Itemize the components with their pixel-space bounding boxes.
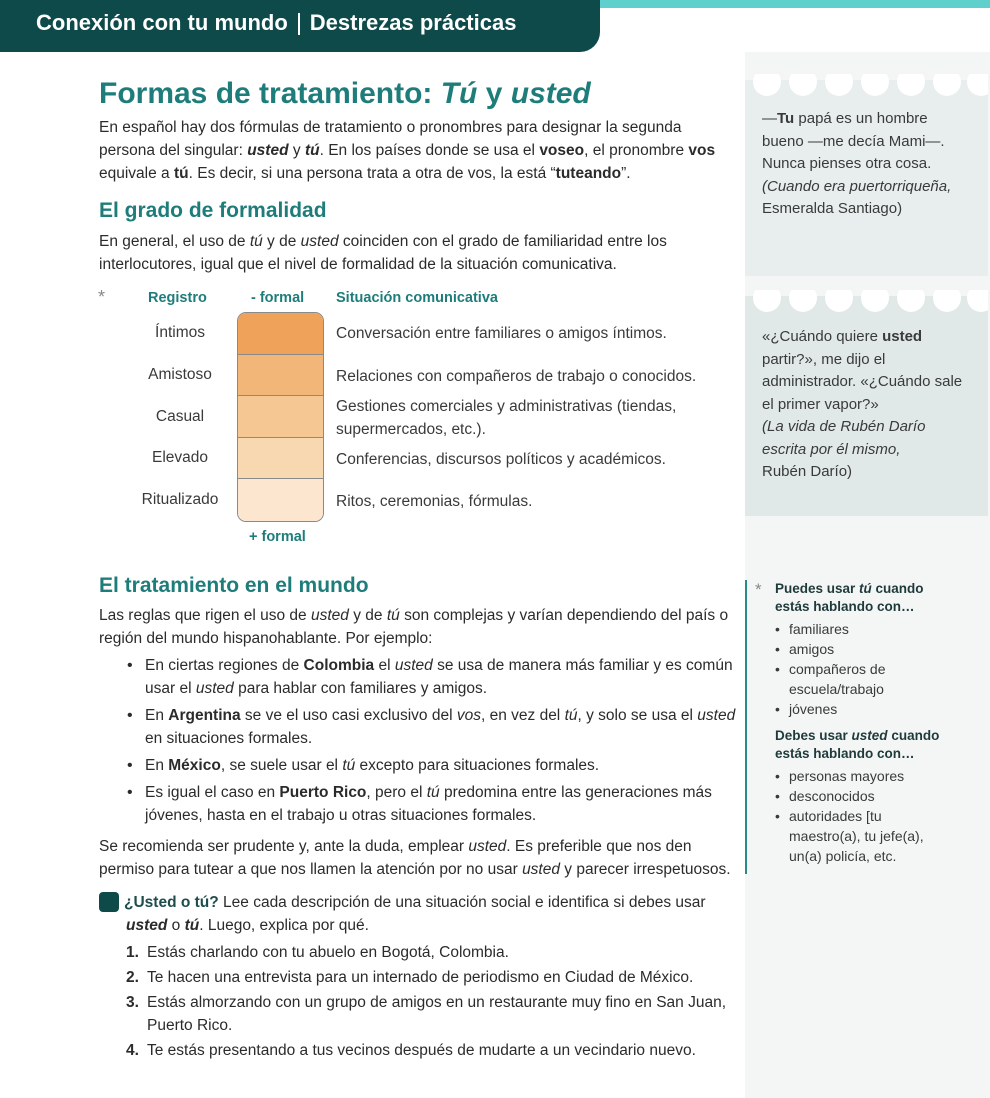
quote-1-source: (Cuando era puertorriqueña, bbox=[762, 177, 952, 195]
activity-item: 4. Te estás presentando a tus vecinos después de mudarte a un vecindario nuevo. bbox=[126, 1042, 696, 1059]
quote-2-author: Rubén Darío) bbox=[762, 463, 853, 480]
mundo-closing: Se recomienda ser prudente y, ante la duda, emplear usted. Es preferible que nos den permiso para tutear a que nos llamen la atención por no usar usted y parecer irrespetuosos. bbox=[99, 838, 731, 878]
situacion-text: Conversación entre familiares o amigos íntimos. bbox=[336, 325, 667, 342]
header-separator bbox=[298, 13, 300, 35]
activity-items bbox=[99, 941, 739, 1062]
header-subsection: Destrezas prácticas bbox=[309, 10, 517, 35]
list-item: • desconocidos bbox=[775, 786, 957, 806]
registro-label: Casual bbox=[155, 408, 205, 425]
list-item: • Es igual el caso en Puerto Rico, pero el tú predomina entre las generaciones más jóvenes, hasta en el trabajo u otras situaciones formales. bbox=[99, 781, 739, 827]
registro-label: Amistoso bbox=[148, 366, 212, 383]
registro-label: Ritualizado bbox=[141, 491, 219, 508]
page-title: Formas de tratamiento: Tú y usted bbox=[99, 77, 591, 110]
tips-list-usted bbox=[775, 766, 957, 866]
list-item: • personas mayores bbox=[775, 766, 957, 786]
scallop-decoration bbox=[745, 290, 988, 316]
list-item: • jóvenes bbox=[775, 699, 957, 719]
quote-1-author: Esmeralda Santiago) bbox=[762, 200, 903, 217]
tips-list-tu bbox=[775, 619, 957, 719]
list-item: • compañeros de escuela/trabajo bbox=[775, 659, 957, 699]
activity-item: 2. Te hacen una entrevista para un internado de periodismo en Ciudad de México. bbox=[126, 969, 694, 986]
asterisk-icon: * bbox=[98, 287, 106, 307]
quote-2-text: «¿Cuándo quiere usted partir?», me dijo el administrador. «¿Cuándo sale el primer vapor?» (La vida de Rubén Darío escrita por él mismo, Rubén Darío) bbox=[762, 328, 963, 480]
scale-cell-elevado bbox=[238, 438, 323, 480]
tips-heading-usted: Debes usar usted cuando estás hablando con… bbox=[775, 728, 940, 761]
usage-tips bbox=[745, 580, 957, 874]
list-item: • amigos bbox=[775, 639, 957, 659]
mundo-intro: Las reglas que rigen el uso de usted y de tú son complejas y varían dependiendo del país o región del mundo hispanohablante. Por ejemplo: bbox=[99, 607, 729, 647]
quote-1-text: —Tu papá es un hombre bueno —me decía Mami—. Nunca pienses otra cosa. (Cuando era puertorriqueña, Esmeralda Santiago) bbox=[762, 110, 952, 217]
quote-box-1 bbox=[745, 80, 988, 276]
formality-scale bbox=[237, 312, 324, 522]
col-header-less-formal: - formal bbox=[251, 290, 305, 306]
quote-2-source: (La vida de Rubén Darío escrita por él mismo, bbox=[762, 418, 926, 458]
registro-label: Elevado bbox=[151, 449, 208, 466]
activity bbox=[91, 891, 739, 1064]
section-heading-mundo: El tratamiento en el mundo bbox=[99, 574, 369, 597]
header-section: Conexión con tu mundo bbox=[36, 10, 288, 35]
scallop-decoration bbox=[745, 74, 988, 100]
list-item: • En Argentina se ve el uso casi exclusivo del vos, en vez del tú, y solo se usa el usted en situaciones formales. bbox=[99, 704, 739, 750]
situacion-text: Ritos, ceremonias, fórmulas. bbox=[336, 493, 533, 510]
situacion-text: Relaciones con compañeros de trabajo o conocidos. bbox=[336, 368, 697, 385]
list-item: • En México, se suele usar el tú excepto para situaciones formales. bbox=[99, 754, 739, 777]
scale-bottom-label: + formal bbox=[249, 529, 306, 545]
asterisk-icon: * bbox=[755, 580, 762, 599]
registro-label: Íntimos bbox=[155, 324, 205, 341]
scale-cell-amistoso bbox=[238, 355, 323, 397]
col-header-situacion: Situación comunicativa bbox=[336, 290, 498, 306]
country-list bbox=[99, 654, 739, 831]
situacion-text: Conferencias, discursos políticos y académicos. bbox=[336, 451, 666, 468]
list-item: • En ciertas regiones de Colombia el usted se usa de manera más familiar y es común usar el usted para hablar con familiares y amigos. bbox=[99, 654, 739, 700]
activity-item: 3. Estás almorzando con un grupo de amigos en un restaurante muy fino en San Juan, Puerto Rico. bbox=[126, 994, 727, 1034]
list-item: • autoridades [tu maestro(a), tu jefe(a), un(a) policía, etc. bbox=[775, 806, 957, 866]
situacion-text: Gestiones comerciales y administrativas (tiendas, supermercados, etc.). bbox=[336, 398, 677, 438]
grado-paragraph: En general, el uso de tú y de usted coinciden con el grado de familiaridad entre los interlocutores, igual que el nivel de formalidad de la situación comunicativa. bbox=[99, 233, 667, 273]
scale-cell-ritualizado bbox=[238, 479, 323, 521]
list-item: • familiares bbox=[775, 619, 957, 639]
activity-item: 1. Estás charlando con tu abuelo en Bogotá, Colombia. bbox=[126, 944, 509, 961]
scale-cell-casual bbox=[238, 396, 323, 438]
activity-instructions: 1 ¿Usted o tú? Lee cada descripción de una situación social e identifica si debes usar usted o tú. Luego, explica por qué. bbox=[91, 894, 706, 934]
intro-paragraph: En español hay dos fórmulas de tratamiento o pronombres para designar la segunda persona del singular: usted y tú. En los países donde se usa el voseo, el pronombre vos equivale a tú. Es decir, si una persona trata a otra de vos, la está “tuteando”. bbox=[99, 119, 716, 182]
section-heading-grado: El grado de formalidad bbox=[99, 199, 327, 222]
col-header-registro: Registro bbox=[148, 290, 207, 306]
header-title bbox=[36, 10, 516, 36]
activity-title: ¿Usted o tú? bbox=[124, 894, 219, 911]
activity-number-badge: 1 bbox=[99, 892, 119, 912]
tips-heading-tu: Puedes usar tú cuando estás hablando con… bbox=[775, 581, 924, 614]
scale-cell-intimos bbox=[238, 313, 323, 355]
quote-box-2 bbox=[745, 296, 988, 516]
